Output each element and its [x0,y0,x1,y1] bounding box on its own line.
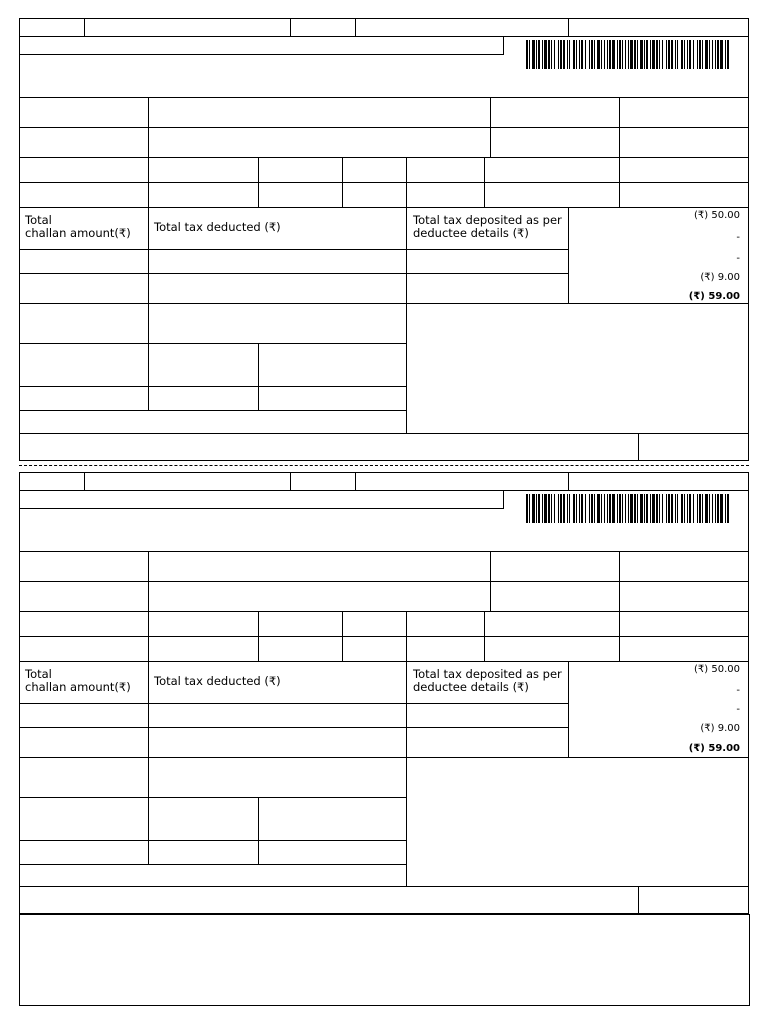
total-challan-amount-label: Total challan amount(₹) [25,213,131,240]
amount-row-3: - [736,704,740,715]
amount-row-1: (₹) 50.00 [694,664,740,675]
total-tax-deducted-label: Total tax deducted (₹) [154,220,281,234]
amount-total: (₹) 59.00 [688,291,740,302]
amount-row-1: (₹) 50.00 [694,210,740,221]
challan-copy-2 [0,454,768,908]
bottom-blank-box [19,914,750,1006]
amount-row-2: - [736,232,740,243]
amount-row-3: - [736,253,740,264]
total-tax-deducted-label: Total tax deducted (₹) [154,674,281,688]
amounts-column [620,661,740,757]
amount-row-4: (₹) 9.00 [700,723,740,734]
total-tax-deposited-label: Total tax deposited as per deductee details (₹) [413,213,562,240]
barcode-image [526,40,730,69]
total-tax-deposited-label: Total tax deposited as per deductee details (₹) [413,667,562,694]
amount-row-4: (₹) 9.00 [700,272,740,283]
amount-total: (₹) 59.00 [688,743,740,754]
amount-row-2: - [736,685,740,696]
total-challan-amount-label: Total challan amount(₹) [25,667,131,694]
challan-copy-1 [0,0,768,454]
amounts-column [620,207,740,303]
barcode-image [526,494,730,523]
